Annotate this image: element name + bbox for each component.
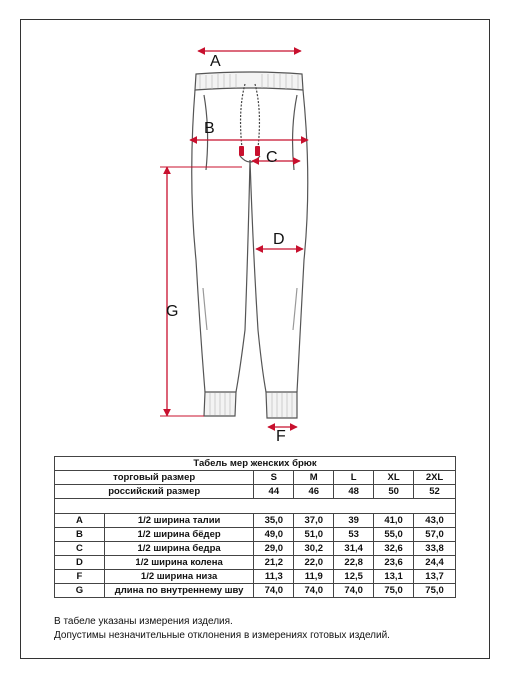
measure-code: G bbox=[55, 584, 105, 598]
spacer-cell bbox=[55, 499, 456, 514]
russian-size-label: российский размер bbox=[55, 485, 254, 499]
measure-value: 22,0 bbox=[294, 556, 334, 570]
drawstring-tips bbox=[239, 146, 260, 156]
russian-size-cell: 48 bbox=[334, 485, 374, 499]
dimension-lines bbox=[167, 51, 308, 427]
measure-value: 22,8 bbox=[334, 556, 374, 570]
drawstring bbox=[241, 84, 260, 148]
measure-value: 35,0 bbox=[254, 514, 294, 528]
label-b: B bbox=[204, 120, 215, 137]
table-row bbox=[55, 570, 456, 584]
measure-value: 43,0 bbox=[414, 514, 456, 528]
measure-value: 24,4 bbox=[414, 556, 456, 570]
label-a: A bbox=[210, 53, 221, 70]
note-line-1: В табеле указаны измерения изделия. bbox=[54, 616, 233, 627]
measure-value: 32,6 bbox=[374, 542, 414, 556]
measure-value: 75,0 bbox=[414, 584, 456, 598]
measure-value: 21,2 bbox=[254, 556, 294, 570]
measure-value: 13,7 bbox=[414, 570, 456, 584]
measure-value: 11,9 bbox=[294, 570, 334, 584]
measure-value: 74,0 bbox=[254, 584, 294, 598]
label-d: D bbox=[273, 231, 285, 248]
measure-value: 37,0 bbox=[294, 514, 334, 528]
russian-size-row bbox=[55, 485, 456, 499]
table-row bbox=[55, 528, 456, 542]
table-row bbox=[55, 556, 456, 570]
russian-size-cell: 50 bbox=[374, 485, 414, 499]
waistband bbox=[195, 72, 303, 90]
measure-code: D bbox=[55, 556, 105, 570]
size-table bbox=[54, 456, 456, 598]
measure-name: 1/2 ширина талии bbox=[104, 514, 254, 528]
measure-value: 41,0 bbox=[374, 514, 414, 528]
measure-value: 39 bbox=[334, 514, 374, 528]
measure-code: B bbox=[55, 528, 105, 542]
measure-value: 12,5 bbox=[334, 570, 374, 584]
measure-value: 74,0 bbox=[334, 584, 374, 598]
measure-name: длина по внутреннему шву bbox=[104, 584, 254, 598]
measure-value: 53 bbox=[334, 528, 374, 542]
label-g: G bbox=[166, 303, 179, 320]
measure-code: F bbox=[55, 570, 105, 584]
trade-size-cell: M bbox=[294, 471, 334, 485]
measure-name: 1/2 ширина низа bbox=[104, 570, 254, 584]
measure-name: 1/2 ширина колена bbox=[104, 556, 254, 570]
measure-value: 55,0 bbox=[374, 528, 414, 542]
trade-size-cell: XL bbox=[374, 471, 414, 485]
russian-size-cell: 46 bbox=[294, 485, 334, 499]
table-spacer-row bbox=[55, 499, 456, 514]
russian-size-cell: 44 bbox=[254, 485, 294, 499]
measure-value: 75,0 bbox=[374, 584, 414, 598]
measure-value: 31,4 bbox=[334, 542, 374, 556]
measure-code: C bbox=[55, 542, 105, 556]
measure-code: A bbox=[55, 514, 105, 528]
measure-value: 33,8 bbox=[414, 542, 456, 556]
label-c: C bbox=[266, 149, 278, 166]
table-title: Табель мер женских брюк bbox=[55, 457, 456, 471]
label-f: F bbox=[276, 428, 286, 445]
table-row bbox=[55, 542, 456, 556]
measure-name: 1/2 ширина бедра bbox=[104, 542, 254, 556]
measure-value: 13,1 bbox=[374, 570, 414, 584]
measure-value: 29,0 bbox=[254, 542, 294, 556]
measure-value: 30,2 bbox=[294, 542, 334, 556]
measure-value: 49,0 bbox=[254, 528, 294, 542]
trade-size-row bbox=[55, 471, 456, 485]
leg-cuffs bbox=[204, 392, 297, 418]
table-title-row bbox=[55, 457, 456, 471]
dimension-guides bbox=[160, 167, 242, 416]
measure-value: 57,0 bbox=[414, 528, 456, 542]
trade-size-cell: S bbox=[254, 471, 294, 485]
russian-size-cell: 52 bbox=[414, 485, 456, 499]
table-row bbox=[55, 584, 456, 598]
trade-size-cell: L bbox=[334, 471, 374, 485]
table-row bbox=[55, 514, 456, 528]
measure-name: 1/2 ширина бёдер bbox=[104, 528, 254, 542]
note-line-2: Допустимы незначительные отклонения в измерениях готовых изделий. bbox=[54, 630, 390, 641]
measure-value: 23,6 bbox=[374, 556, 414, 570]
trade-size-label: торговый размер bbox=[55, 471, 254, 485]
measure-value: 74,0 bbox=[294, 584, 334, 598]
measure-value: 11,3 bbox=[254, 570, 294, 584]
measure-value: 51,0 bbox=[294, 528, 334, 542]
trade-size-cell: 2XL bbox=[414, 471, 456, 485]
